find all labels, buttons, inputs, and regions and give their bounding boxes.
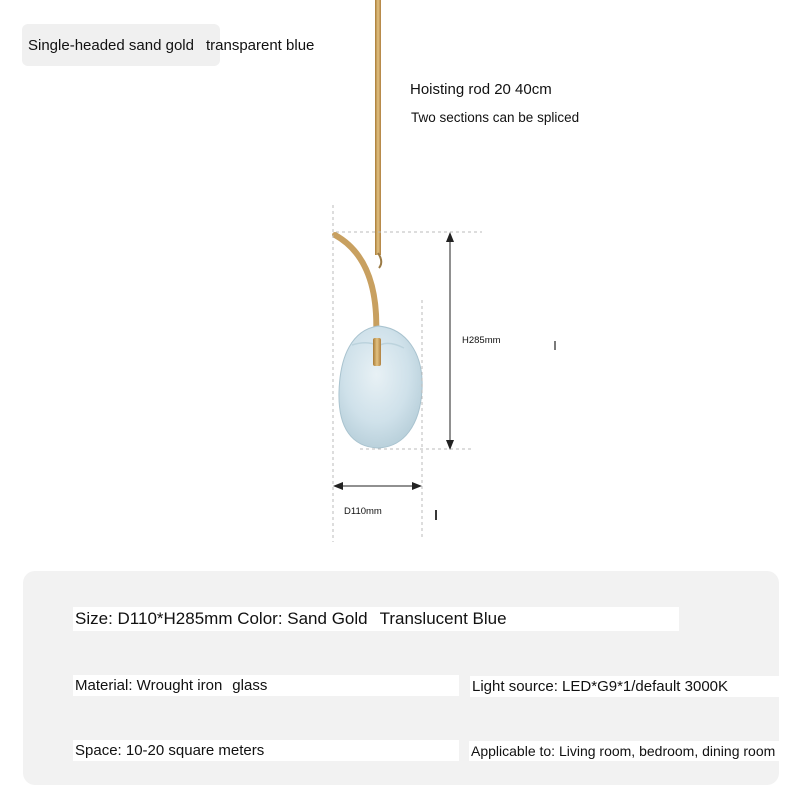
finish-label: Single-headed sand gold [28, 37, 194, 54]
rod-splice-note: Two sections can be spliced [411, 110, 580, 125]
diameter-arrow-left [333, 482, 343, 490]
spec-size-main: Size: D110*H285mm Color: Sand Gold [75, 609, 368, 628]
spec-applicable: Applicable to: Living room, bedroom, dining room [469, 741, 795, 761]
diameter-arrow-right [412, 482, 422, 490]
height-label: H285mm [462, 335, 501, 346]
shade-clip [373, 338, 381, 366]
hoisting-rod [375, 0, 381, 255]
rod-hook [378, 253, 381, 268]
hoisting-rod-label: Hoisting rod 20 40cm [410, 81, 552, 98]
spec-size [73, 607, 679, 631]
spec-space: Space: 10-20 square meters [73, 740, 459, 761]
spec-material-main: Material: Wrought iron [75, 677, 223, 694]
spec-size-shade: Translucent Blue [379, 609, 507, 628]
curved-stem [335, 235, 376, 338]
shade-label: transparent blue [205, 37, 315, 54]
spec-material [73, 675, 459, 696]
spec-light-source: Light source: LED*G9*1/default 3000K [470, 676, 781, 697]
height-arrow-top [446, 232, 454, 242]
diameter-label: D110mm [344, 506, 382, 517]
spec-material-extra: glass [232, 677, 268, 694]
